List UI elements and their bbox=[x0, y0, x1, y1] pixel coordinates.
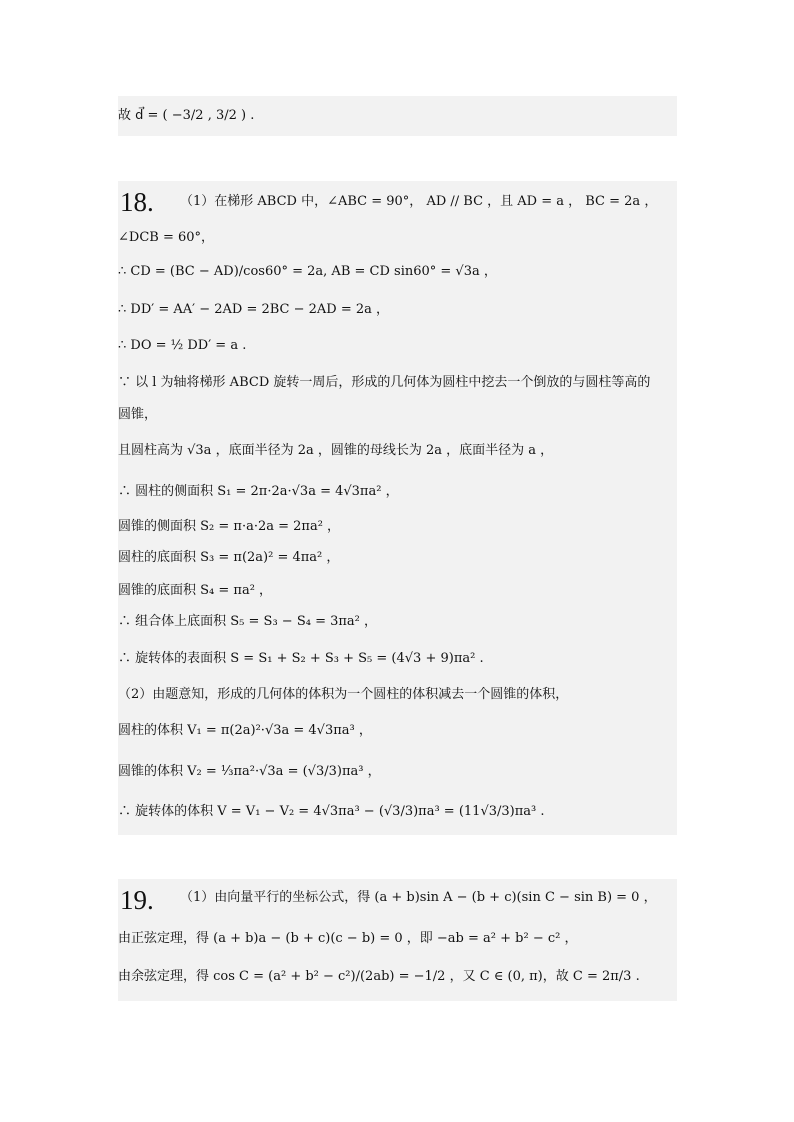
p18-line-6: ∵ 以 l 为轴将梯形 ABCD 旋转一周后，形成的几何体为圆柱中挖去一个倒放的与圆柱等高的 bbox=[118, 375, 651, 390]
p19-line-1: （1）由向量平行的坐标公式，得 (a + b)sin A − (b + c)(sin C − sin B) = 0 ， bbox=[180, 890, 657, 905]
p18-line-13: ∴ 组合体上底面积 S₅ = S₃ − S₄ = 3πa² ， bbox=[118, 614, 377, 629]
p18-line-5: ∴ DO = ½ DD′ = a . bbox=[118, 338, 247, 353]
p18-line-9: ∴ 圆柱的侧面积 S₁ = 2π·2a·√3a = 4√3πa² ， bbox=[118, 484, 399, 499]
p18-line-14: ∴ 旋转体的表面积 S = S₁ + S₂ + S₃ + S₅ = (4√3 + 9)πa² . bbox=[118, 651, 484, 666]
problem-number-19: 19. bbox=[120, 885, 154, 915]
p18-line-11: 圆柱的底面积 S₃ = π(2a)² = 4πa² ， bbox=[118, 550, 340, 565]
vector-result-line: 故 d⃗ = ( −3/2 , 3/2 ) . bbox=[118, 108, 255, 123]
p18-line-12: 圆锥的底面积 S₄ = πa² ， bbox=[118, 583, 273, 598]
answer-block-18 bbox=[118, 181, 677, 835]
p18-line-10: 圆锥的侧面积 S₂ = π·a·2a = 2πa² ， bbox=[118, 519, 341, 534]
answer-block-19 bbox=[118, 879, 677, 1001]
p18-line-3: ∴ CD = (BC − AD)/cos60° = 2a, AB = CD sin60° = √3a ， bbox=[118, 264, 497, 279]
p18-line-17: 圆锥的体积 V₂ = ⅓πa²·√3a = (√3/3)πa³ ， bbox=[118, 764, 381, 779]
p18-line-8: 且圆柱高为 √3a ，底面半径为 2a ，圆锥的母线长为 2a ，底面半径为 a ， bbox=[118, 443, 554, 458]
p18-line-4: ∴ DD′ = AA′ − 2AD = 2BC − 2AD = 2a ， bbox=[118, 302, 390, 317]
p18-line-15: （2）由题意知，形成的几何体的体积为一个圆柱的体积减去一个圆锥的体积， bbox=[118, 687, 569, 702]
p18-line-7: 圆锥， bbox=[118, 407, 158, 422]
problem-number-18: 18. bbox=[120, 187, 154, 217]
p18-line-18: ∴ 旋转体的体积 V = V₁ − V₂ = 4√3πa³ − (√3/3)πa³ = (11√3/3)πa³ . bbox=[118, 804, 545, 819]
p19-line-3: 由余弦定理，得 cos C = (a² + b² − c²)/(2ab) = −1/2 ，又 C ∈ (0, π)，故 C = 2π/3 . bbox=[118, 969, 640, 984]
p18-line-16: 圆柱的体积 V₁ = π(2a)²·√3a = 4√3πa³ ， bbox=[118, 723, 372, 738]
p19-line-2: 由正弦定理，得 (a + b)a − (b + c)(c − b) = 0 ，即 −ab = a² + b² − c² ， bbox=[118, 931, 578, 946]
p18-line-2: ∠DCB = 60°， bbox=[118, 230, 215, 245]
p18-line-1: （1）在梯形 ABCD 中，∠ABC = 90°， AD // BC ，且 AD = a ， BC = 2a ， bbox=[180, 194, 658, 209]
answer-block-top bbox=[118, 96, 677, 136]
